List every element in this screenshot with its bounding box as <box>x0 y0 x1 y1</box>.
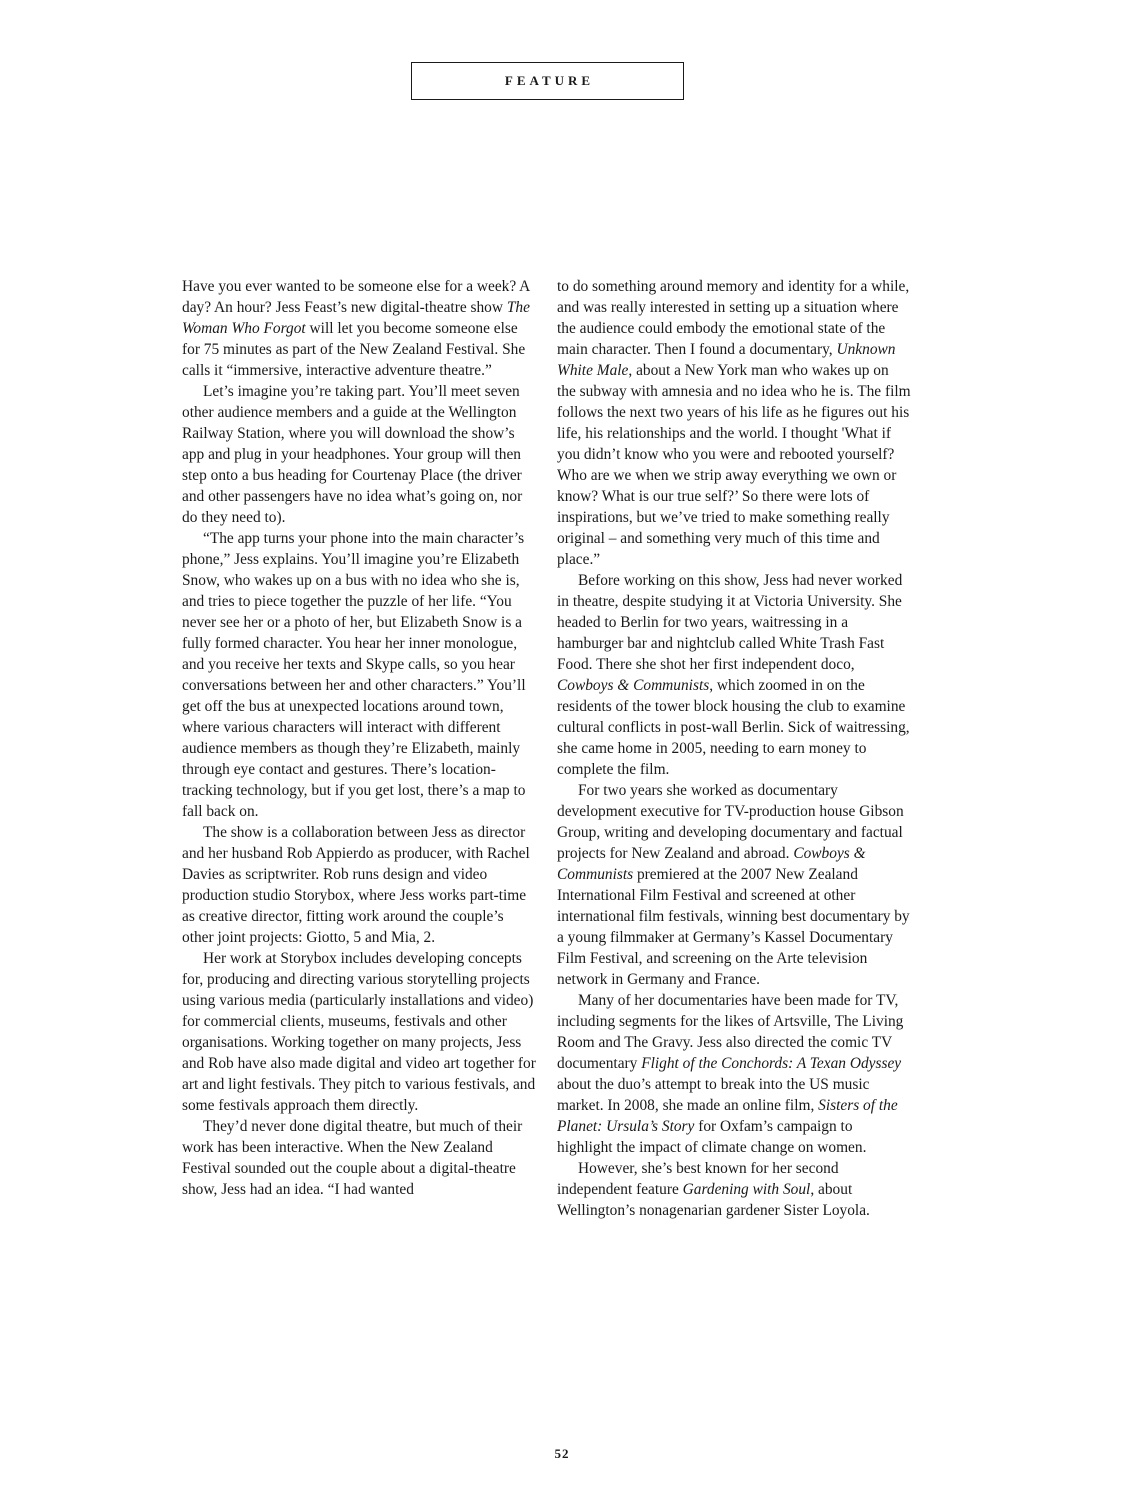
article-paragraph <box>557 276 911 570</box>
paragraph-text: for Oxfam’s campaign to highlight the impact of climate change on women. <box>557 1118 867 1156</box>
italic-title-text: Gardening with Soul <box>682 1181 811 1198</box>
paragraph-text: For two years she worked as documentary development executive for TV-production house Gibson Group, writing and developing documentary and factual projects for New Zealand and abroad. <box>557 782 904 862</box>
page-number: 52 <box>554 1446 570 1461</box>
paragraph-text: Many of her documentaries have been made for TV, including segments for the likes of Artsville, The Living Room and The Gravy. Jess also directed the comic TV documentary <box>557 992 904 1072</box>
article-column-right <box>557 276 911 1221</box>
paragraph-text: premiered at the 2007 New Zealand International Film Festival and screened at other international film festivals, winning best documentary by a young filmmaker at Germany’s Kassel Documentary Film Festival, and screening on the Arte television network in Germany and France. <box>557 866 910 988</box>
article-paragraph <box>182 1116 536 1200</box>
paragraph-text: will let you become someone else for 75 minutes as part of the New Zealand Festival. She calls it “immersive, interactive adventure theatre.” <box>182 320 526 379</box>
article-paragraph <box>182 276 536 381</box>
italic-title-text: The Woman Who Forgot <box>182 299 530 337</box>
paragraph-text: However, she’s best known for her second independent feature <box>557 1160 839 1198</box>
italic-title-text: Flight of the Conchords: A Texan Odyssey <box>641 1055 902 1072</box>
paragraph-text: to do something around memory and identity for a while, and was really interested in setting up a situation where the audience could embody the emotional state of the main character. Then I found a documentary, <box>557 278 910 358</box>
article-paragraph <box>182 822 536 948</box>
paragraph-text: They’d never done digital theatre, but much of their work has been interactive. When the New Zealand Festival sounded out the couple about a digital-theatre show, Jess had an idea. “I had wanted <box>182 1118 523 1198</box>
italic-title-text: Cowboys & Communists <box>557 677 710 694</box>
italic-title-text: Cowboys & Communists <box>557 845 866 883</box>
paragraph-text: Have you ever wanted to be someone else for a week? A day? An hour? Jess Feast’s new digital-theatre show <box>182 278 530 316</box>
article-paragraph <box>182 381 536 528</box>
paragraph-text: , about Wellington’s nonagenarian gardener Sister Loyola. <box>557 1181 870 1219</box>
paragraph-text: about the duo’s attempt to break into the US music market. In 2008, she made an online film, <box>557 1076 870 1114</box>
paragraph-text: Her work at Storybox includes developing concepts for, producing and directing various storytelling projects using various media (particularly installations and video) for commercial clients, museums, festivals and other organisations. Working together on many projects, Jess and Rob have also made digital and video art together for art and light festivals. They pitch to various festivals, and some festivals approach them directly. <box>182 950 536 1114</box>
section-label: FEATURE <box>411 62 684 100</box>
italic-title-text: Unknown White Male <box>557 341 896 379</box>
paragraph-text: “The app turns your phone into the main character’s phone,” Jess explains. You’ll imagine you’re Elizabeth Snow, who wakes up on a bus with no idea who she is, and tries to piece together the puzzle of her life. “You never see her or a photo of her, but Elizabeth Snow is a fully formed character. You hear her inner monologue, and you receive her texts and Skype calls, so you hear conversations between her and other characters.” You’ll get off the bus at unexpected locations around town, where various characters will interact with different audience members as though they’re Elizabeth, mainly through eye contact and gestures. There’s location-tracking technology, but if you get lost, there’s a map to fall back on. <box>182 530 526 820</box>
italic-title-text: Sisters of the Planet: Ursula’s Story <box>557 1097 898 1135</box>
article-paragraph <box>557 990 911 1158</box>
article-paragraph <box>182 948 536 1116</box>
paragraph-text: The show is a collaboration between Jess as director and her husband Rob Appierdo as producer, with Rachel Davies as scriptwriter. Rob runs design and video production studio Storybox, where Jess works part-time as creative director, fitting work around the couple’s other joint projects: Giotto, 5 and Mia, 2. <box>182 824 530 946</box>
article-paragraph <box>557 1158 911 1221</box>
paragraph-text: , about a New York man who wakes up on the subway with amnesia and no idea who he is. The film follows the next two years of his life as he figures out his life, his relationships and the world. I thought 'What if you didn’t know who you were and rebooted yourself? Who are we when we strip away everything we own or know? What is our true self?’ So there were lots of inspirations, but we’ve tried to make something really original – and something very much of this time and place.” <box>557 362 911 568</box>
article-paragraph <box>182 528 536 822</box>
article-paragraph <box>557 570 911 780</box>
article-column-left <box>182 276 536 1200</box>
paragraph-text: Let’s imagine you’re taking part. You’ll meet seven other audience members and a guide at the Wellington Railway Station, where you will download the show’s app and plug in your headphones. Your group will then step onto a bus heading for Courtenay Place (the driver and other passengers have no idea what’s going on, nor do they need to). <box>182 383 523 526</box>
paragraph-text: Before working on this show, Jess had never worked in theatre, despite studying it at Victoria University. She headed to Berlin for two years, waitressing in a hamburger bar and nightclub called White Trash Fast Food. There she shot her first independent doco, <box>557 572 903 673</box>
paragraph-text: , which zoomed in on the residents of the tower block housing the club to examine cultural conflicts in post-wall Berlin. Sick of waitressing, she came home in 2005, needing to earn money to complete the film. <box>557 677 910 778</box>
article-paragraph <box>557 780 911 990</box>
